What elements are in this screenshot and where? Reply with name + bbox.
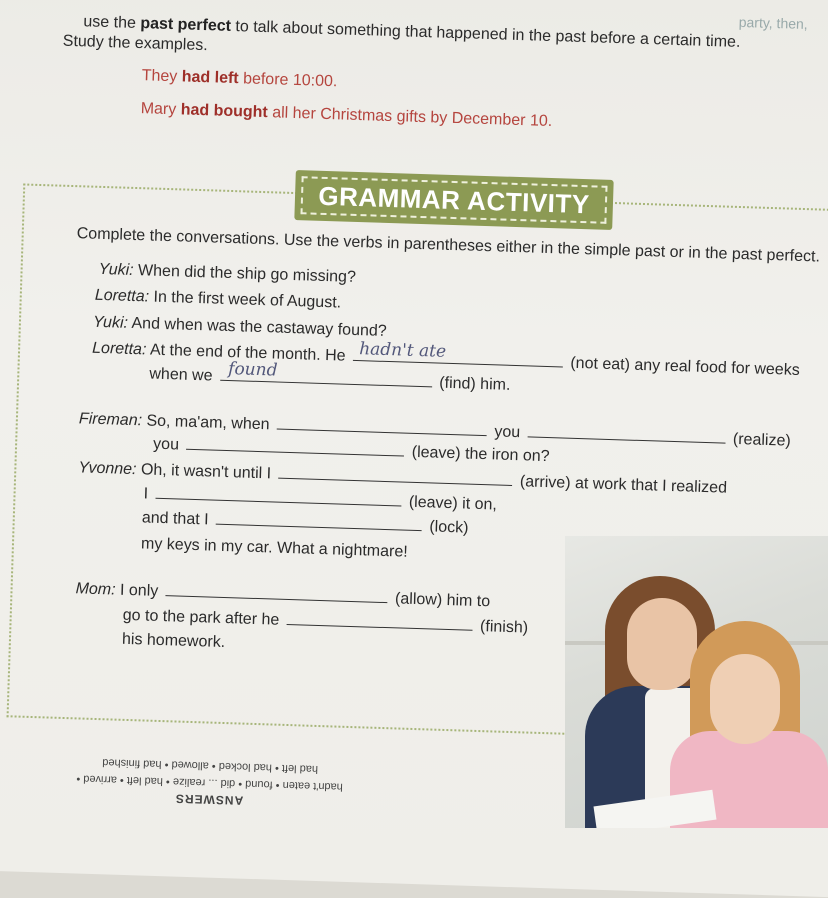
line-text: When did the ship go missing?	[137, 262, 357, 286]
line-text: So, ma'am, when	[146, 412, 270, 434]
verb-hint: (not eat) any real food for weeks	[570, 354, 800, 379]
line-text: At the end of the month. He	[149, 341, 346, 365]
answer-blank[interactable]	[220, 358, 432, 388]
answer-blank[interactable]	[527, 435, 725, 443]
answer-blank[interactable]	[186, 448, 404, 457]
line-text: And when was the castaway found?	[131, 314, 387, 340]
study-label: Study the examples.	[62, 32, 208, 55]
example-verb: had bought	[180, 101, 269, 122]
intro-prefix: use the	[83, 13, 137, 32]
corner-text: party, then,	[738, 13, 808, 33]
answers-line: hadn't eaten • found • did ... realize • had left • arrived •	[76, 772, 344, 793]
answers-line: had left • had locked • allowed • had finished	[102, 756, 319, 776]
speaker: Fireman:	[78, 410, 143, 430]
verb-hint: (arrive) at work that I realized	[519, 473, 728, 497]
example-text: Mary	[140, 100, 177, 119]
speaker: Loretta:	[94, 286, 150, 306]
handwritten-answer: found	[227, 358, 278, 381]
answers-key	[64, 733, 356, 812]
speaker: Loretta:	[91, 339, 147, 359]
line-text: when we	[149, 365, 213, 385]
verb-hint: (finish)	[479, 618, 529, 637]
verb-hint: (find) him.	[439, 374, 511, 394]
banner-title: GRAMMAR ACTIVITY	[300, 176, 607, 224]
dialogue-line: my keys in my car. What a nightmare!	[140, 535, 408, 561]
mother-and-daughter-photo	[565, 536, 828, 828]
example-text: They	[141, 67, 178, 86]
answer-blank[interactable]	[353, 339, 563, 368]
speaker: Yuki:	[98, 260, 134, 279]
instructions: Complete the conversations. Use the verbs in parentheses either in the simple past or in the past perfect.	[76, 225, 821, 266]
line-text: Oh, it wasn't until I	[140, 461, 272, 483]
example-text: before 10:00.	[242, 70, 338, 91]
answer-blank[interactable]	[278, 477, 512, 486]
speaker: Yvonne:	[78, 459, 137, 479]
handwritten-answer: hadn't ate	[358, 339, 447, 362]
verb-hint: (leave) it on,	[408, 493, 498, 514]
line-text: I only	[119, 581, 159, 600]
activity-banner	[294, 170, 613, 230]
answer-blank[interactable]	[287, 623, 473, 631]
answer-blank[interactable]	[216, 523, 422, 531]
line-text: you	[152, 435, 180, 454]
intro-suffix: to talk about something that happened in the past before a certain time.	[235, 18, 741, 51]
intro-term: past perfect	[140, 15, 232, 35]
line-text: you	[494, 423, 521, 442]
verb-hint: (realize)	[732, 430, 791, 450]
line-text: I	[143, 485, 149, 503]
verb-hint: (allow) him to	[394, 590, 491, 611]
verb-hint: (lock)	[429, 518, 469, 537]
line-text: go to the park after he	[122, 606, 280, 629]
speaker: Mom:	[75, 580, 116, 599]
example-1	[141, 67, 337, 91]
line-text: In the first week of August.	[153, 288, 342, 312]
example-verb: had left	[181, 68, 239, 88]
answers-heading: ANSWERS	[174, 791, 244, 808]
answer-blank[interactable]	[166, 594, 388, 603]
line-text: and that I	[141, 509, 209, 529]
answer-blank[interactable]	[277, 428, 487, 437]
example-text: all her Christmas gifts by December 10.	[271, 104, 553, 131]
example-2	[140, 100, 552, 131]
speaker: Yuki:	[92, 313, 129, 332]
dialogue-line: his homework.	[121, 630, 226, 652]
verb-hint: (leave) the iron on?	[411, 443, 550, 466]
